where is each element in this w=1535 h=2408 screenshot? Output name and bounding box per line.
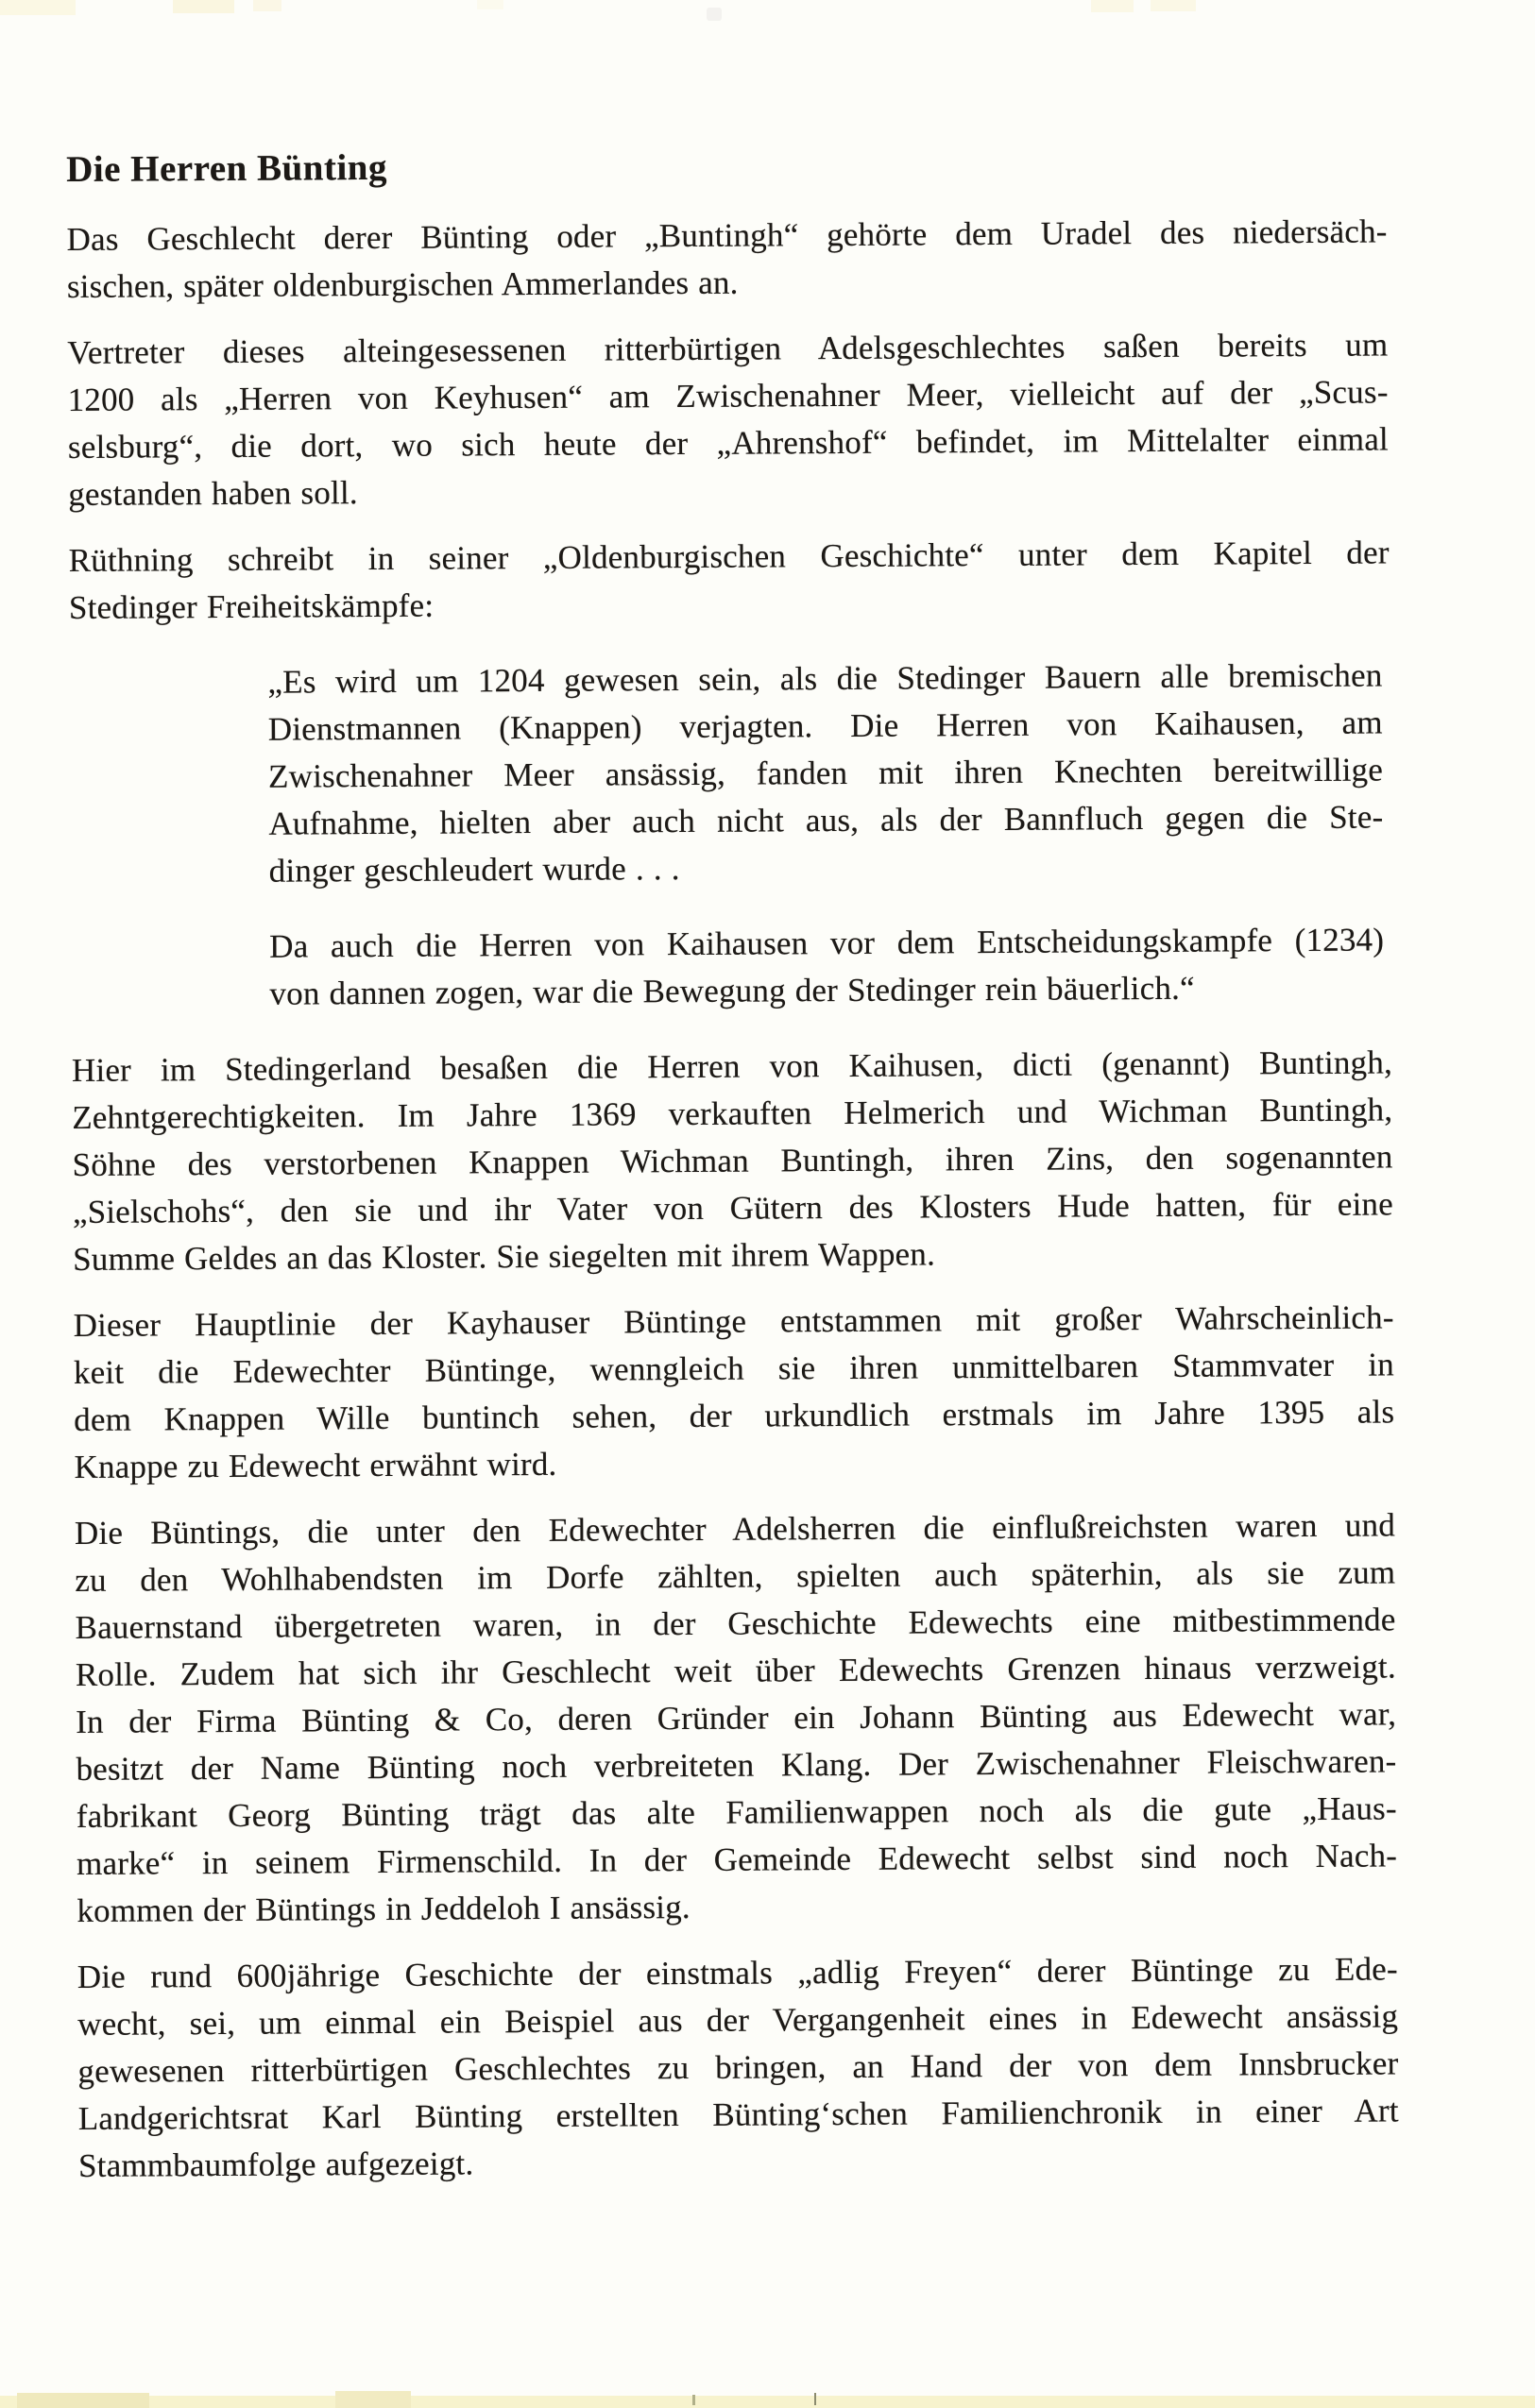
page-title: Die Herren Bünting	[66, 146, 388, 190]
text-line: Die Büntings, die unter den Edewechter Adelsherren die einflußreichsten waren und	[74, 1506, 1396, 1552]
text-line: Rüthning schreibt in seiner „Oldenburgischen Geschichte“ unter dem Kapitel der	[68, 534, 1390, 579]
scan-edge-artifact	[1091, 0, 1134, 12]
text-line: wecht, sei, um einmal ein Beispiel aus der Vergangenheit eines in Edewecht ansässig	[77, 1997, 1399, 2043]
paragraph	[77, 1945, 1400, 2190]
scan-smudge	[707, 8, 722, 21]
scan-edge-artifact	[17, 2393, 149, 2408]
text-line: Zehntgerechtigkeiten. Im Jahre 1369 verkauften Helmerich und Wichman Buntingh,	[72, 1091, 1393, 1136]
text-line: Die rund 600jährige Geschichte der einstmals „adlig Freyen“ derer Büntinge zu Ede-	[77, 1950, 1398, 1995]
text-line: Summe Geldes an das Kloster. Sie siegelten mit ihrem Wappen.	[73, 1235, 936, 1278]
text-line: Stedinger Freiheitskämpfe:	[68, 586, 435, 626]
paragraph	[73, 1294, 1394, 1491]
scan-tick	[814, 2393, 816, 2405]
text-line: Das Geschlecht derer Bünting oder „Buntingh“ gehörte dem Uradel des niedersäch-	[66, 212, 1388, 258]
text-line: besitzt der Name Bünting noch verbreiteten Klang. Der Zwischenahner Fleischwaren-	[76, 1742, 1397, 1788]
page-text-block	[66, 138, 1399, 2208]
text-line: Hier im Stedingerland besaßen die Herren von Kaihusen, dicti (genannt) Buntingh,	[71, 1043, 1393, 1089]
text-line: gestanden haben soll.	[68, 474, 358, 513]
scan-edge-artifact	[335, 2391, 411, 2408]
scan-edge-artifact	[477, 0, 503, 9]
text-line: zu den Wohlhabendsten im Dorfe zählten, spielten auch späterhin, als sie zum	[75, 1553, 1396, 1599]
text-line: In der Firma Bünting & Co, deren Gründer ein Johann Bünting aus Edewecht war,	[76, 1695, 1397, 1740]
scan-edge-artifact	[253, 0, 281, 11]
text-line: von dannen zogen, war die Bewegung der Stedinger rein bäuerlich.“	[269, 969, 1195, 1012]
text-line: Vertreter dieses alteingesessenen ritterbürtigen Adelsgeschlechtes saßen bereits um	[67, 326, 1389, 371]
page-body	[66, 208, 1399, 2190]
scan-edge-artifact	[0, 0, 76, 15]
text-line: gewesenen ritterbürtigen Geschlechtes zu bringen, an Hand der von dem Innsbrucker	[77, 2044, 1399, 2090]
scan-tick	[692, 2395, 695, 2405]
text-line: Zwischenahner Meer ansässig, fanden mit ihren Knechten bereitwillige	[267, 751, 1384, 795]
quote-paragraph	[269, 916, 1385, 1017]
text-line: fabrikant Georg Bünting trägt das alte Familienwappen noch als die gute „Haus-	[76, 1789, 1397, 1835]
scan-edge-artifact	[0, 2396, 1535, 2408]
text-line: Söhne des verstorbenen Knappen Wichman Buntingh, ihren Zins, den sogenannten	[72, 1138, 1393, 1183]
paragraph	[67, 321, 1389, 518]
text-line: 1200 als „Herren von Keyhusen“ am Zwischenahner Meer, vielleicht auf der „Scus-	[67, 373, 1389, 418]
text-line: keit die Edewechter Büntinge, wenngleich sie ihren unmittelbaren Stammvater in	[73, 1346, 1395, 1391]
paragraph	[69, 529, 1390, 632]
text-line: kommen der Büntings in Jeddeloh I ansässig.	[77, 1888, 691, 1929]
text-line: sischen, später oldenburgischen Ammerlandes an.	[66, 263, 739, 305]
text-line: Knappe zu Edewecht erwähnt wird.	[74, 1445, 557, 1485]
text-line: Rolle. Zudem hat sich ihr Geschlecht weit über Edewechts Grenzen hinaus verzweigt.	[75, 1648, 1396, 1693]
text-line: dinger geschleudert wurde . . .	[268, 850, 680, 890]
quote-paragraph	[267, 652, 1384, 894]
text-line: Da auch die Herren von Kaihausen vor dem Entscheidungskampfe (1234)	[269, 921, 1385, 965]
scan-edge-artifact	[1151, 0, 1196, 11]
text-line: Landgerichtsrat Karl Bünting erstellten Bünting‘schen Familienchronik in einer Art	[77, 2092, 1399, 2137]
text-line: marke“ in seinem Firmenschild. In der Gemeinde Edewecht selbst sind noch Nach-	[76, 1837, 1398, 1882]
text-line: Aufnahme, hielten aber auch nicht aus, als der Bannfluch gegen die Ste-	[268, 798, 1384, 842]
scan-edge-artifact	[173, 0, 234, 13]
text-line: selsburg“, die dort, wo sich heute der „Ahrenshof“ befindet, im Mittelalter einmal	[67, 420, 1390, 466]
text-line: Bauernstand übergetreten waren, in der Geschichte Edewechts eine mitbestimmende	[75, 1601, 1396, 1646]
text-line: Dieser Hauptlinie der Kayhauser Büntinge entstammen mit großer Wahrscheinlich-	[73, 1298, 1394, 1344]
paragraph	[66, 208, 1388, 311]
text-line: „Sielschohs“, den sie und ihr Vater von Gütern des Klosters Hude hatten, für eine	[72, 1185, 1393, 1230]
text-line: Stammbaumfolge aufgezeigt.	[77, 2145, 474, 2184]
text-line: dem Knappen Wille buntinch sehen, der urkundlich erstmals im Jahre 1395 als	[74, 1393, 1395, 1438]
text-line: Dienstmannen (Knappen) verjagten. Die Herren von Kaihausen, am	[267, 704, 1383, 748]
text-line: „Es wird um 1204 gewesen sein, als die Stedinger Bauern alle bremischen	[267, 656, 1383, 701]
paragraph	[72, 1039, 1394, 1283]
paragraph	[75, 1501, 1398, 1935]
